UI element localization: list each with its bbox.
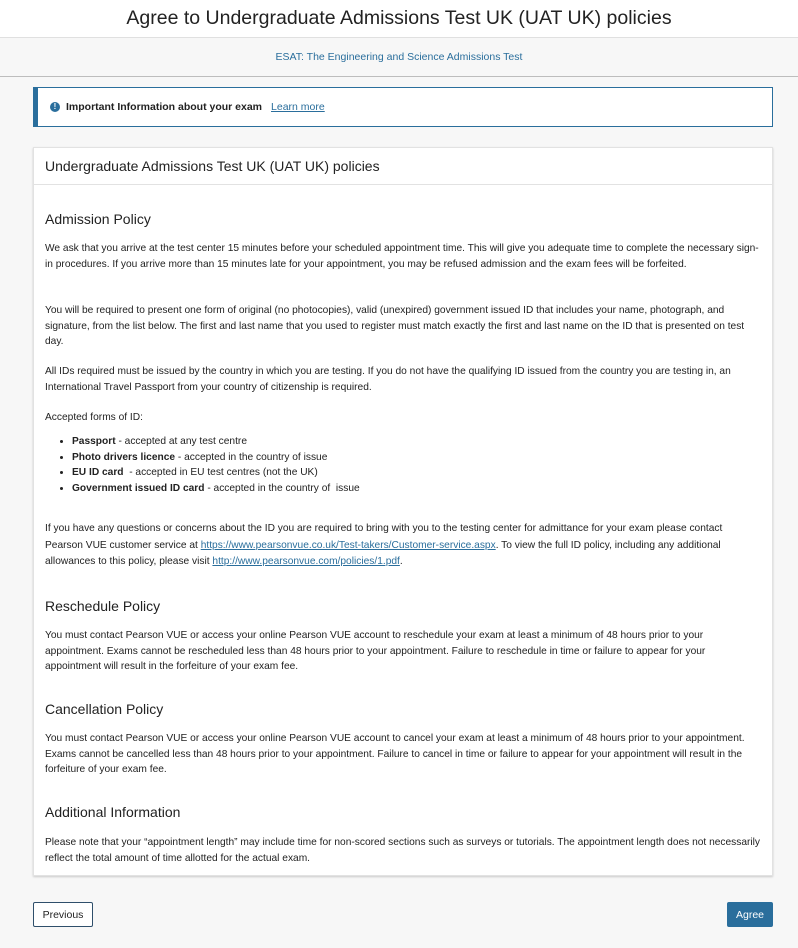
additional-info-paragraph: Please note that your “appointment length” may include time for non-scored sections such as surveys or tutorials. The appointment length does not necessarily reflect the total amount of time allotted for the actual exam.: [45, 837, 761, 864]
previous-button[interactable]: Previous: [33, 902, 93, 927]
reschedule-policy-paragraph: You must contact Pearson VUE or access your online Pearson VUE account to reschedule your exam at least a minimum of 48 hours prior to your appointment. Exams cannot be rescheduled less than 48 hours prior to your appointment. Failure to reschedule in time or failure to appear for your appointment will result in the forfeiture of your exam fee.: [45, 630, 706, 672]
list-item: • Government issued ID card - accepted in the country of issue: [72, 481, 762, 497]
customer-service-link[interactable]: https://www.pearsonvue.co.uk/Test-takers/Customer-service.aspx: [200, 539, 496, 551]
title-bar: [0, 0, 798, 38]
list-item: • EU ID card - accepted in EU test centres (not the UK): [72, 465, 762, 481]
additional-info-heading: Additional Information: [45, 804, 181, 820]
info-banner-text: Important Information about your exam: [66, 101, 263, 113]
list-item: • Passport - accepted at any test centre: [72, 434, 762, 450]
learn-more-link[interactable]: Learn more: [271, 101, 325, 113]
page-title: Agree to Undergraduate Admissions Test UK (UAT UK) policies: [126, 7, 672, 29]
list-item: • Photo drivers licence - accepted in the country of issue: [72, 450, 762, 466]
cancellation-policy-paragraph: You must contact Pearson VUE or access your online Pearson VUE account to cancel your exam at least a minimum of 48 hours prior to your appointment. Exams cannot be cancelled less than 48 hours prior to your appointment. Failure to cancel in time or failure to appear for your appointment will result in the forfeiture of your exam fee.: [45, 733, 745, 775]
info-icon: !: [50, 102, 60, 112]
reschedule-policy-heading: Reschedule Policy: [45, 598, 161, 614]
id-questions-paragraph: If you have any questions or concerns about the ID you are required to bring with you to the testing center for admittance for your exam please contact Pearson VUE customer service at https://www.pearsonvue.co.uk/Test-takers/Customer-service.aspx. To view the full ID policy, including any additional allowances to this policy, please visit http://www.pearsonvue.com/policies/1.pdf.: [45, 523, 723, 567]
cancellation-policy-heading: Cancellation Policy: [45, 701, 164, 717]
policies-card: [33, 147, 773, 876]
important-info-banner: [33, 87, 773, 127]
agree-button[interactable]: Agree: [727, 902, 773, 927]
accepted-id-list: [45, 434, 762, 496]
card-title: Undergraduate Admissions Test UK (UAT UK) policies: [45, 158, 380, 174]
id-country-paragraph: All IDs required must be issued by the country in which you are testing. If you do not have the qualifying ID issued from the country you are testing in, an International Travel Passport from your country of citizenship is required.: [45, 366, 731, 393]
id-policy-link[interactable]: http://www.pearsonvue.com/policies/1.pdf: [212, 556, 400, 567]
id-requirement-paragraph: You will be required to present one form of original (no photocopies), valid (unexpired) government issued ID that includes your name, photograph, and signature, from the list below. The first and last name that you used to register must match exactly the first and last name on the ID that is presented on test day.: [45, 305, 745, 347]
exam-subheader: [0, 38, 798, 77]
exam-name: ESAT: The Engineering and Science Admissions Test: [275, 51, 523, 63]
admission-policy-paragraph: We ask that you arrive at the test center 15 minutes before your scheduled appointment time. This will give you adequate time to complete the necessary sign-in procedures. If you arrive more than 15 minutes late for your appointment, you may be refused admission and the exam fees will be forfeited.: [45, 243, 759, 270]
admission-policy-heading: Admission Policy: [45, 211, 151, 227]
accepted-id-label: Accepted forms of ID:: [45, 412, 143, 423]
card-header: [34, 148, 772, 185]
